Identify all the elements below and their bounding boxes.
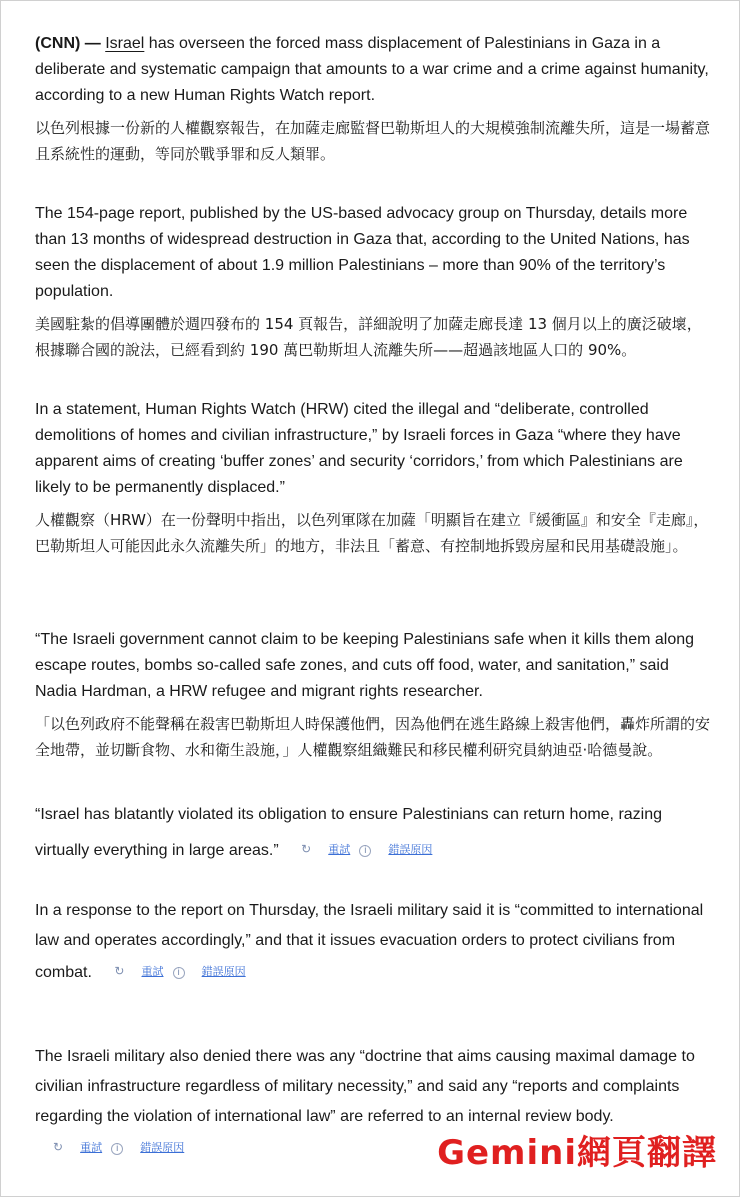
paragraph-4 <box>35 627 715 763</box>
error-reason-link[interactable]: 錯誤原因 <box>140 1142 185 1154</box>
paragraph-english <box>35 31 715 109</box>
paragraph-english: The 154-page report, published by the US-based advocacy group on Thursday, details more than 13 months of widespread destruction in Gaza that, according to the United Nations, has seen the displacement of about 1.9 million Palestinians – more than 90% of the territory’s population. <box>35 205 690 300</box>
paragraph-english: “The Israeli government cannot claim to be keeping Palestinians safe when it kills them along escape routes, bombs so-called safe zones, and cuts off food, water, and sanitation,” said Nadia Hardman, a HRW refugee and migrant rights researcher. <box>35 631 695 700</box>
error-reason-link[interactable]: 錯誤原因 <box>201 966 246 978</box>
paragraph-1 <box>35 31 715 167</box>
paragraph-english <box>35 797 715 868</box>
spacer <box>35 593 715 627</box>
paragraph-translation: 「以色列政府不能聲稱在殺害巴勒斯坦人時保護他們，因為他們在逃生路線上殺害他們，轟炸所謂的安全地帶，並切斷食物、水和衛生設施，」人權觀察組織難民和移民權利研究員納迪亞·哈德曼說。 <box>35 715 711 759</box>
paragraph-text: In a response to the report on Thursday, the Israeli military said it is “committed to international law and operates accordingly,” and that it issues evacuation orders to protect civilians from combat. <box>35 902 704 981</box>
retry-icon[interactable]: ↻ <box>114 964 125 978</box>
retry-icon[interactable]: ↻ <box>53 1140 64 1154</box>
retry-button[interactable]: 重試 <box>328 844 351 856</box>
paragraph-6 <box>35 896 715 988</box>
info-icon[interactable]: i <box>359 845 371 857</box>
paragraph-translation: 人權觀察（HRW）在一份聲明中指出，以色列軍隊在加薩「明顯旨在建立『緩衝區』和安全『走廊』，巴勒斯坦人可能因此永久流離失所」的地方，非法且「蓄意、有控制地拆毀房屋和民用基礎設施」。 <box>35 511 709 555</box>
paragraph-english <box>35 896 715 988</box>
dateline: (CNN) — <box>35 35 101 52</box>
israel-link[interactable]: Israel <box>105 35 145 52</box>
translation-tools <box>53 1132 184 1163</box>
paragraph-2 <box>35 201 715 363</box>
gemini-translate-watermark: Gemini網頁翻譯 <box>437 1133 717 1173</box>
paragraph-3 <box>35 397 715 559</box>
article-body <box>35 31 715 1198</box>
paragraph-translation: 以色列根據一份新的人權觀察報告，在加薩走廊監督巴勒斯坦人的大規模強制流離失所，這是一場蓄意且系統性的運動，等同於戰爭罪和反人類罪。 <box>35 119 711 163</box>
paragraph-text: “Israel has blatantly violated its obligation to ensure Palestinians can return home, razing virtually everything in large areas.” <box>35 806 663 859</box>
error-reason-link[interactable]: 錯誤原因 <box>388 844 433 856</box>
translation-tools <box>301 832 432 868</box>
translation-tools <box>114 956 245 987</box>
info-icon[interactable]: i <box>173 967 185 979</box>
paragraph-english: In a statement, Human Rights Watch (HRW) cited the illegal and “deliberate, controlled demolitions of homes and civilian infrastructure,” by Israeli forces in Gaza “where they have apparent aims of creating ‘buffer zones’ and security ‘corridors,’ from which Palestinians are likely to be permanently displaced.” <box>35 401 683 496</box>
spacer <box>35 1022 715 1042</box>
retry-icon[interactable]: ↻ <box>301 842 312 856</box>
paragraph-text: The Israeli military also denied there was any “doctrine that aims causing maximal damage to civilian infrastructure regardless of military necessity,” and said any “reports and complaints regarding the violation of international law” are referred to an internal review body. <box>35 1048 695 1125</box>
paragraph-5 <box>35 797 715 868</box>
paragraph-text: has overseen the forced mass displacement of Palestinians in Gaza in a deliberate and systematic campaign that amounts to a war crime and a crime against humanity, according to a new Human Rights Watch report. <box>35 35 709 104</box>
info-icon[interactable]: i <box>111 1143 123 1155</box>
retry-button[interactable]: 重試 <box>80 1142 103 1154</box>
retry-button[interactable]: 重試 <box>141 966 164 978</box>
paragraph-translation: 美國駐紮的倡導團體於週四發布的 154 頁報告，詳細說明了加薩走廊長達 13 個月以上的廣泛破壞，根據聯合國的說法，已經看到約 190 萬巴勒斯坦人流離失所——超過該地區人口的 90%。 <box>35 315 702 359</box>
